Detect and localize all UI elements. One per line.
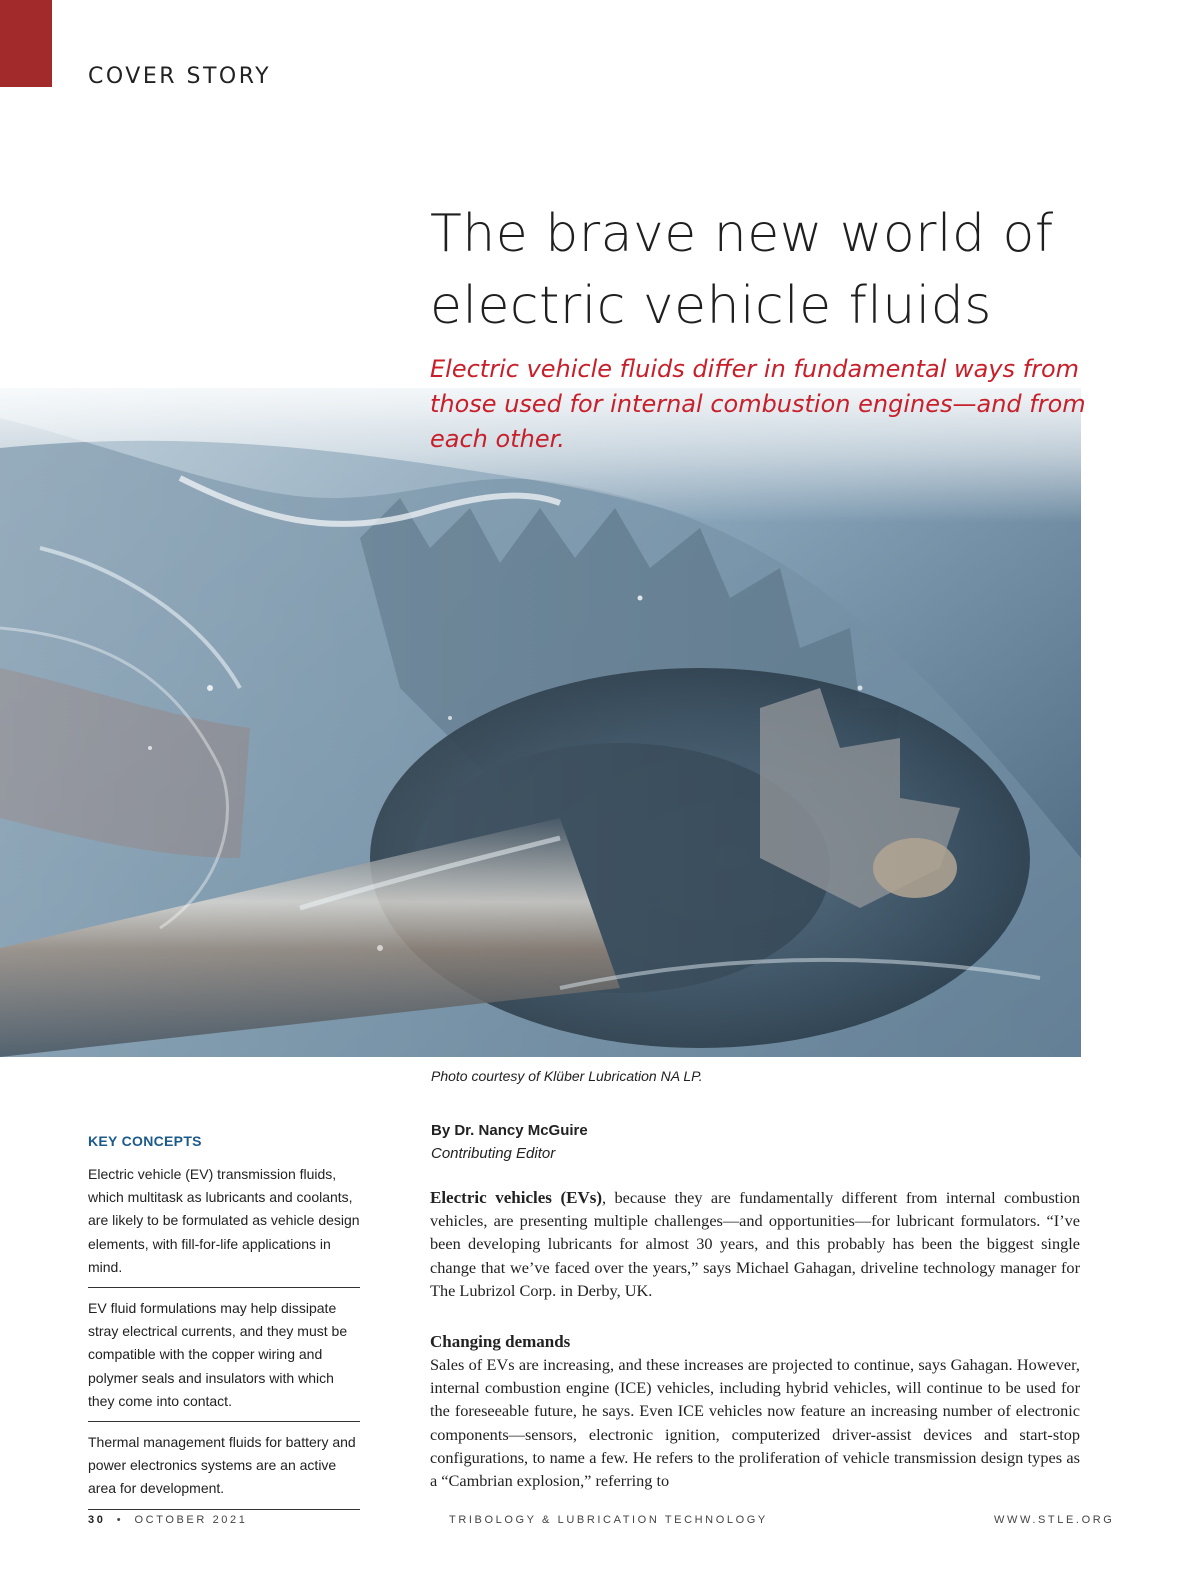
key-concept-item: Thermal management fluids for battery and power electronics systems are an active area for development. [88,1431,360,1510]
article-title [430,198,1130,342]
article-title-line-1: The brave new world of [430,204,1054,264]
section-label: COVER STORY [88,64,272,89]
author-name: By Dr. Nancy McGuire [431,1122,588,1139]
key-concept-item: Electric vehicle (EV) transmission fluids, which multitask as lubricants and coolants, are likely to be formulated as vehicle design elements, with fill-for-life applications in mind. [88,1163,360,1288]
key-concepts-heading: KEY CONCEPTS [88,1133,202,1149]
page-number: 30 [88,1514,106,1526]
website-url: WWW.STLE.ORG [994,1514,1115,1526]
author-role: Contributing Editor [431,1145,556,1162]
publication-name: TRIBOLOGY & LUBRICATION TECHNOLOGY [449,1514,768,1526]
issue-date: OCTOBER 2021 [134,1514,248,1526]
photo-caption: Photo courtesy of Klüber Lubrication NA LP. [431,1068,703,1084]
section-color-tab [0,0,52,87]
section-paragraph: Sales of EVs are increasing, and these increases are projected to continue, says Gahagan. However, internal combustion engine (ICE) vehicles, including hybrid vehicles, will continue to be used for the foreseeable future, he says. Even ICE vehicles now feature an increasing number of electronic components—sensors, electronic ignition, computerized driver-assist devices and start-stop configurations, to name a few. He refers to the proliferation of vehicle transmission design types as a “Cambrian explosion,” referring to [430,1355,1080,1491]
key-concepts-sidebar [88,1133,360,1519]
footer-separator: • [116,1514,124,1526]
key-concept-item: EV fluid formulations may help dissipate stray electrical currents, and they must be compatible with the copper wiring and polymer seals and insulators with which they come into contact. [88,1297,360,1422]
lead-bold-text: Electric vehicles (EVs) [430,1188,603,1207]
article-body [430,1186,1080,1492]
footer-issue [88,1514,247,1526]
lead-text: , because they are fundamentally different from internal combustion vehicles, are presenting multiple challenges—and opportunities—for lubricant formulators. “I’ve been developing lubricants for almost 30 years, and this probably has been the biggest single change that we’ve faced over the years,” says Michael Gahagan, driveline technology manager for The Lubrizol Corp. in Derby, UK. [430,1188,1080,1300]
lead-paragraph [430,1186,1080,1302]
article-title-line-2: electric vehicle fluids [430,276,992,336]
section-heading: Changing demands [430,1332,571,1352]
article-subtitle: Electric vehicle fluids differ in fundamental ways from those used for internal combustion engines—and from each other. [430,355,1086,453]
byline [431,1119,588,1165]
hero-photo [0,388,1081,1057]
